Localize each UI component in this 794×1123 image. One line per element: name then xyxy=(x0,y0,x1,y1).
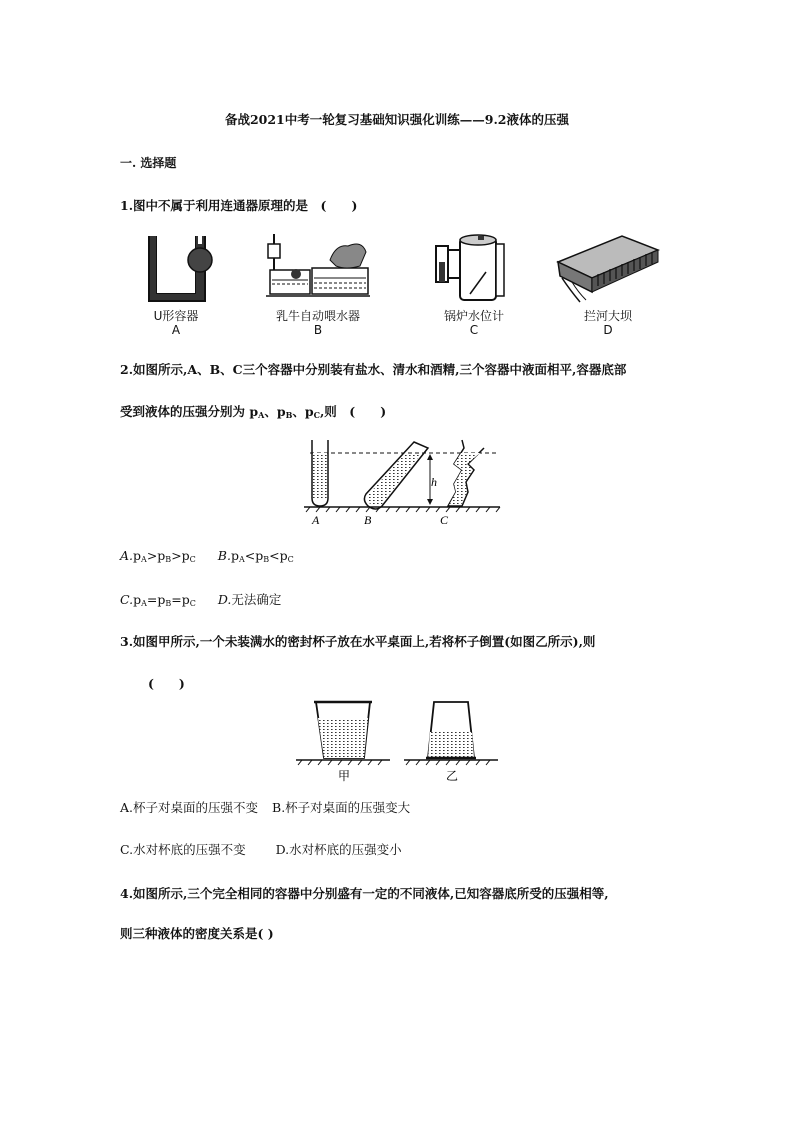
figure-d-letter: D xyxy=(603,323,613,337)
cup-left-label: 甲 xyxy=(338,769,351,783)
q2-options-row-1: $A.p_A>p_B>p_C$ $B.p_A<p_B<p_C$ xyxy=(120,548,294,564)
q3-option-b: B.杯子对桌面的压强变大 xyxy=(272,800,411,815)
question-1-text: 1.图中不属于利用连通器原理的是 ( ) xyxy=(120,198,358,213)
section-heading: 一. 选择题 xyxy=(120,156,177,170)
figure-c-caption: 锅炉水位计 xyxy=(443,309,504,323)
figure-c-letter: C xyxy=(469,323,479,337)
question-3-line-2: ( ) xyxy=(148,676,185,691)
question-4-line-2: 则三种液体的密度关系是( ) xyxy=(120,926,274,941)
question-2-line-1: 2.如图所示,A、B、C三个容器中分别装有盐水、清水和酒精,三个容器中液面相平,容器底部 xyxy=(120,362,627,377)
figure-b-caption: 乳牛自动喂水器 xyxy=(275,309,360,323)
three-containers-figure xyxy=(296,436,500,526)
q3-options-row-1 xyxy=(120,798,410,816)
q3-option-c: C.水对杯底的压强不变 xyxy=(120,842,246,857)
question-2-line-2: 受到液体的压强分别为 $p_A$、$p_B$、$p_C$,则 ( ) xyxy=(120,404,387,420)
figure-d-caption: 拦河大坝 xyxy=(583,309,632,323)
container-c-label: C xyxy=(440,513,449,527)
figure-a-letter: A xyxy=(171,323,181,337)
container-a-label: A xyxy=(312,513,320,527)
dam-figure xyxy=(552,232,662,304)
page-title: 备战2021中考一轮复习基础知识强化训练——9.2液体的压强 xyxy=(224,112,570,127)
question-3-line-1: 3.如图甲所示,一个未装满水的密封杯子放在水平桌面上,若将杯子倒置(如图乙所示),则 xyxy=(120,634,596,649)
cup-figure xyxy=(294,698,500,782)
h-label: h xyxy=(431,475,437,489)
q3-options-row-2 xyxy=(120,840,402,858)
cow-waterer-figure xyxy=(266,230,370,302)
u-container-figure xyxy=(146,232,216,304)
figure-b-letter: B xyxy=(313,323,323,337)
q2-options-row-2: $C.p_A=p_B=p_C$ D.无法确定 xyxy=(120,592,282,608)
cup-right-label: 乙 xyxy=(446,769,459,783)
q3-option-a: A.杯子对桌面的压强不变 xyxy=(120,800,259,815)
q3-option-d: D.水对杯底的压强变小 xyxy=(275,842,402,857)
container-b-label: B xyxy=(364,513,372,527)
boiler-gauge-figure xyxy=(434,232,514,304)
question-4-line-1: 4.如图所示,三个完全相同的容器中分别盛有一定的不同液体,已知容器底所受的压强相等, xyxy=(120,886,609,901)
figure-a-caption: U形容器 xyxy=(153,309,199,323)
